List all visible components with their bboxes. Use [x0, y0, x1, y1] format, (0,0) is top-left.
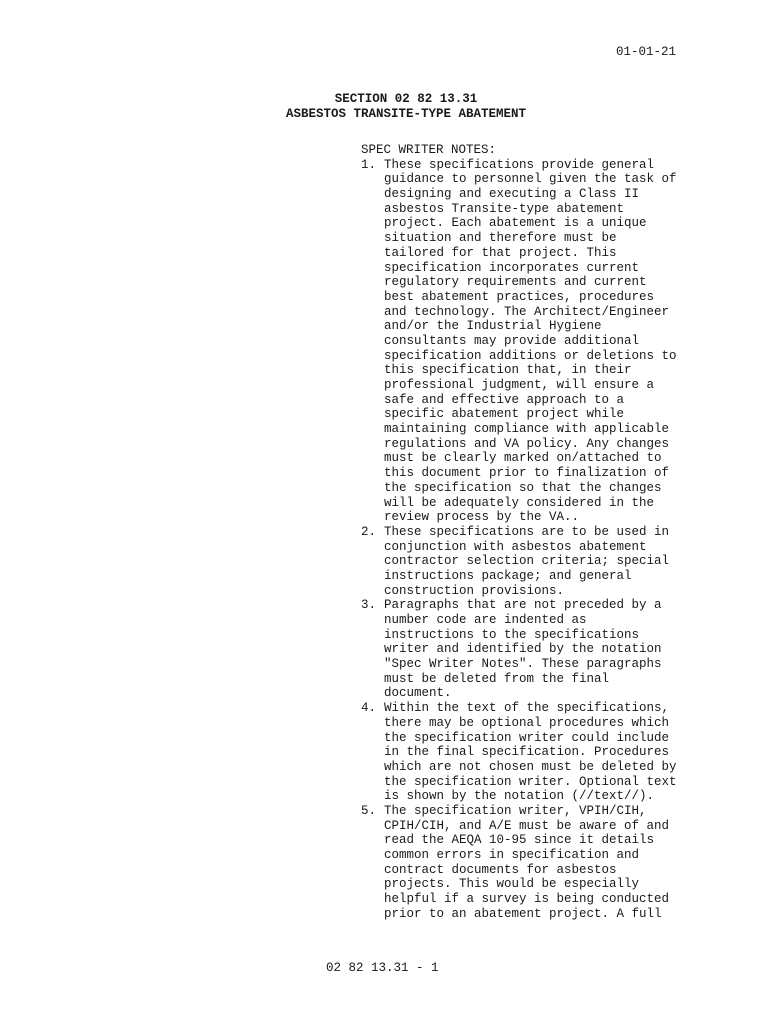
note-number: 4. [361, 701, 377, 716]
notes-heading: SPEC WRITER NOTES: [361, 143, 497, 157]
note-text-line: helpful if a survey is being conducted [384, 892, 670, 907]
note-text-line: which are not chosen must be deleted by [384, 759, 677, 774]
note-text-line: contractor selection criteria; special [384, 554, 670, 569]
note-text-line: regulatory requirements and current [384, 275, 647, 290]
note-text-line: prior to an abatement project. A full [384, 906, 662, 921]
note-text-line: "Spec Writer Notes". These paragraphs [384, 657, 662, 672]
note-text-line: projects. This would be especially [384, 877, 640, 892]
note-text-line: instructions to the specifications [384, 627, 640, 642]
note-text-line: there may be optional procedures which [384, 715, 670, 730]
note-item [361, 598, 684, 701]
section-header [0, 92, 768, 122]
note-text-line: in the final specification. Procedures [384, 745, 670, 760]
note-text-line: specification incorporates current [384, 260, 640, 275]
note-item [361, 525, 684, 598]
page-date: 01-01-21 [616, 45, 677, 59]
note-text-line: document. [384, 686, 452, 701]
note-number: 2. [361, 524, 377, 539]
note-text-line: must be deleted from the final [384, 671, 610, 686]
note-text-line: These specifications are to be used in [384, 524, 670, 539]
note-text-line: best abatement practices, procedures [384, 289, 655, 304]
note-text-line: The specification writer, VPIH/CIH, [384, 803, 647, 818]
notes-list [361, 158, 684, 922]
note-text-line: instructions package; and general [384, 568, 632, 583]
note-text-line: project. Each abatement is a unique [384, 216, 647, 231]
note-text-line: These specifications provide general [384, 157, 655, 172]
note-text-line: must be clearly marked on/attached to [384, 451, 662, 466]
section-number: SECTION 02 82 13.31 [334, 92, 478, 106]
note-text-line: maintaining compliance with applicable [384, 422, 670, 437]
note-text-line: situation and therefore must be [384, 231, 617, 246]
note-text-line: professional judgment, will ensure a [384, 378, 655, 392]
page-footer: 02 82 13.31 - 1 [326, 961, 439, 975]
note-text-line: asbestos Transite-type abatement [384, 201, 625, 216]
note-text-line: the specification so that the changes [384, 480, 662, 495]
note-text-line: common errors in specification and [384, 848, 640, 862]
note-text-line: number code are indented as [384, 613, 587, 627]
note-item [361, 158, 684, 525]
note-text-line: guidance to personnel given the task of [384, 172, 677, 187]
note-text-line: is shown by the notation (//text//). [384, 789, 655, 804]
note-text-line: designing and executing a Class II [384, 187, 640, 202]
note-text-line: will be adequately considered in the [384, 495, 655, 510]
note-text-line: regulations and VA policy. Any changes [384, 436, 670, 451]
note-text-line: safe and effective approach to a [384, 392, 625, 407]
note-item [361, 804, 684, 922]
note-number: 3. [361, 598, 377, 613]
note-text-line: conjunction with asbestos abatement [384, 539, 647, 554]
note-text-line: construction provisions. [384, 583, 565, 598]
note-number: 1. [361, 157, 377, 172]
note-text-line: Within the text of the specifications, [384, 701, 670, 716]
note-text-line: tailored for that project. This [384, 245, 617, 260]
note-text-line: CPIH/CIH, and A/E must be aware of and [384, 818, 670, 833]
note-text-line: this document prior to finalization of [384, 466, 670, 481]
section-title: ASBESTOS TRANSITE-TYPE ABATEMENT [285, 107, 527, 121]
spec-writer-notes [361, 143, 684, 921]
note-number: 5. [361, 803, 377, 818]
note-text-line: contract documents for asbestos [384, 862, 617, 877]
note-text-line: the specification writer could include [384, 730, 670, 745]
note-text-line: and technology. The Architect/Engineer [384, 304, 670, 319]
note-text-line: review process by the VA.. [384, 510, 580, 525]
note-text-line: Paragraphs that are not preceded by a [384, 598, 662, 613]
note-item [361, 701, 684, 804]
note-text-line: consultants may provide additional [384, 333, 640, 348]
note-text-line: the specification writer. Optional text [384, 774, 677, 789]
note-text-line: this specification that, in their [384, 363, 632, 378]
note-text-line: read the AEQA 10-95 since it details [384, 833, 655, 848]
note-text-line: and/or the Industrial Hygiene [384, 319, 602, 334]
note-text-line: specification additions or deletions to [384, 348, 677, 363]
note-text-line: writer and identified by the notation [384, 642, 662, 657]
note-text-line: specific abatement project while [384, 407, 625, 422]
